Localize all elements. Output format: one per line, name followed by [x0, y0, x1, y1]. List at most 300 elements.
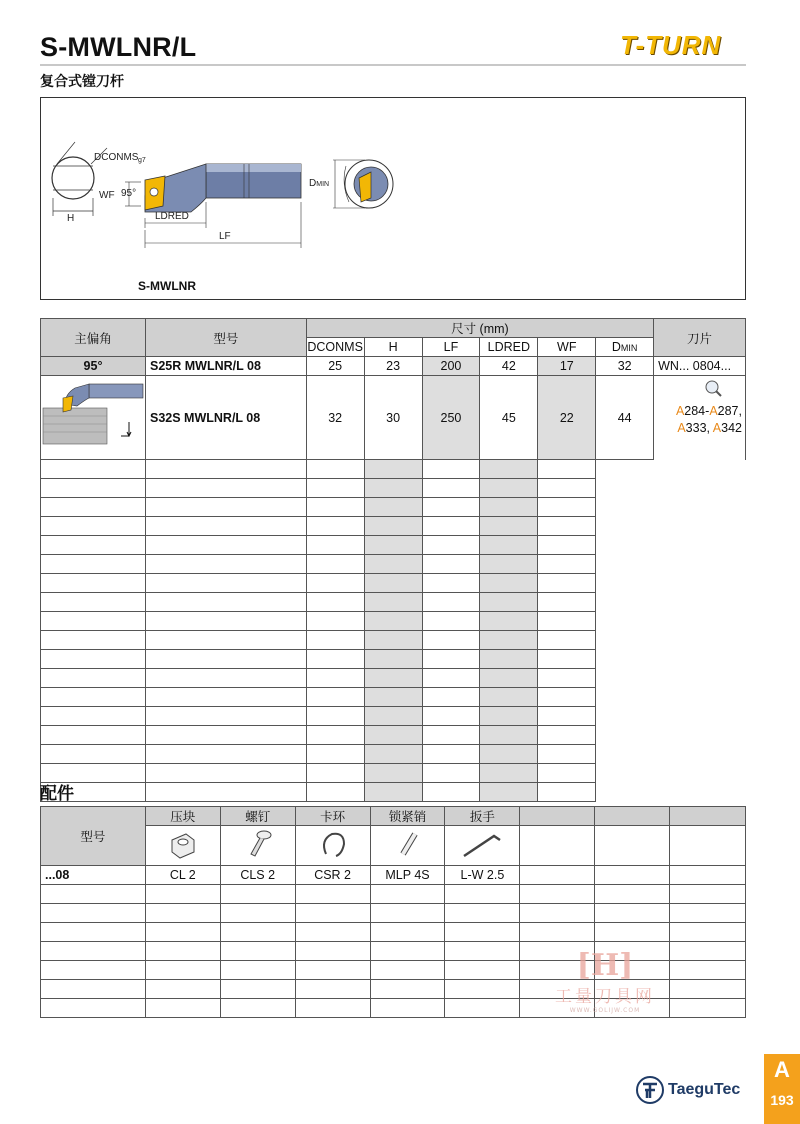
dmin-cell: 32 [596, 357, 654, 376]
empty-cell [480, 460, 538, 479]
dmin-dim-label [309, 178, 329, 189]
empty-cell [220, 885, 295, 904]
empty-table-row [41, 574, 746, 593]
empty-cell [480, 745, 538, 764]
empty-cell [41, 688, 146, 707]
section-letter: A [774, 1057, 790, 1082]
empty-cell [41, 498, 146, 517]
empty-table-row [41, 517, 746, 536]
insert-code: WN... 0804... [654, 357, 746, 376]
empty-cell [145, 885, 220, 904]
empty-cell [295, 942, 370, 961]
empty-cell [670, 885, 746, 904]
empty-cell [480, 536, 538, 555]
acc-model-cell: ...08 [41, 866, 146, 885]
empty-cell [422, 593, 480, 612]
empty-cell [145, 942, 220, 961]
table-row [41, 357, 746, 376]
empty-cell [538, 536, 596, 555]
empty-cell [146, 745, 307, 764]
empty-cell [306, 764, 364, 783]
empty-cell [520, 885, 595, 904]
lock-pin-icon [370, 826, 445, 866]
empty-cell [41, 942, 146, 961]
wf-cell: 17 [538, 357, 596, 376]
company-name: TaeguTec [668, 1081, 741, 1098]
empty-cell [41, 885, 146, 904]
empty-cell [422, 517, 480, 536]
empty-cell [370, 904, 445, 923]
empty-cell [364, 460, 422, 479]
acc-col-empty [670, 807, 746, 826]
empty-cell [480, 555, 538, 574]
empty-cell [480, 593, 538, 612]
empty-cell [445, 980, 520, 999]
empty-cell [220, 923, 295, 942]
page-references [654, 403, 742, 437]
acc-col-empty [520, 807, 595, 826]
model-cell: S32S MWLNR/L 08 [146, 376, 307, 460]
empty-cell [295, 904, 370, 923]
empty-cell [364, 536, 422, 555]
empty-cell [364, 517, 422, 536]
empty-cell [306, 631, 364, 650]
empty-table-row [41, 764, 746, 783]
empty-cell [41, 999, 146, 1018]
boring-bar-drawing [41, 98, 745, 299]
h-cell: 30 [364, 376, 422, 460]
empty-cell [538, 479, 596, 498]
empty-cell [480, 669, 538, 688]
model-cell: S25R MWLNR/L 08 [146, 357, 307, 376]
empty-cell [41, 536, 146, 555]
empty-table-row [41, 688, 746, 707]
ldred-dim-label: LDRED [155, 211, 189, 222]
ref-prefix: A [677, 421, 686, 435]
insert-ref-cell [654, 376, 746, 460]
dconms-cell: 32 [306, 376, 364, 460]
empty-cell [445, 961, 520, 980]
empty-cell [538, 631, 596, 650]
empty-cell [422, 460, 480, 479]
dmin-d: D [309, 178, 317, 189]
empty-cell [364, 688, 422, 707]
ref-page: 284- [684, 404, 710, 418]
empty-cell [422, 688, 480, 707]
empty-cell [422, 707, 480, 726]
h-dim-label: H [67, 213, 75, 224]
empty-cell [146, 536, 307, 555]
empty-cell [306, 612, 364, 631]
empty-cell [445, 885, 520, 904]
empty-cell [480, 707, 538, 726]
acc-wrench-cell: L-W 2.5 [445, 866, 520, 885]
wf-cell: 22 [538, 376, 596, 460]
acc-col-lock-pin: 锁紧销 [370, 807, 445, 826]
empty-cell [670, 923, 746, 942]
empty-cell [422, 726, 480, 745]
acc-clamp-cell: CL 2 [145, 866, 220, 885]
empty-cell [41, 460, 146, 479]
col-wf-header: WF [538, 338, 596, 357]
empty-cell [220, 961, 295, 980]
dmin-sub: MIN [316, 181, 330, 188]
taegutec-logo [636, 1076, 740, 1104]
dmin-header-sub: MIN [620, 343, 638, 353]
empty-cell [146, 783, 307, 802]
empty-table-row [41, 555, 746, 574]
empty-cell [538, 726, 596, 745]
empty-cell [370, 923, 445, 942]
empty-cell [364, 574, 422, 593]
screw-icon [220, 826, 295, 866]
col-ldred-header: LDRED [480, 338, 538, 357]
empty-cell [306, 726, 364, 745]
empty-cell [220, 999, 295, 1018]
empty-cell [520, 904, 595, 923]
empty-cell [520, 923, 595, 942]
empty-cell [41, 612, 146, 631]
watermark [540, 950, 670, 1014]
empty-cell [306, 555, 364, 574]
empty-cell [595, 885, 670, 904]
empty-cell [364, 726, 422, 745]
empty-cell [364, 593, 422, 612]
empty-cell [146, 574, 307, 593]
empty-cell [480, 764, 538, 783]
empty-cell [364, 650, 422, 669]
empty-cell [295, 980, 370, 999]
empty-cell [364, 555, 422, 574]
empty-cell [41, 574, 146, 593]
empty-cell [146, 593, 307, 612]
accessories-title: 配件 [40, 784, 74, 804]
taegutec-emblem-icon [636, 1076, 664, 1104]
empty-cell [538, 612, 596, 631]
empty-cell [146, 460, 307, 479]
magnifier-icon [654, 378, 724, 401]
empty-cell [146, 764, 307, 783]
empty-cell [445, 923, 520, 942]
empty-cell [306, 745, 364, 764]
empty-cell [220, 942, 295, 961]
empty-cell [364, 669, 422, 688]
empty-cell [422, 479, 480, 498]
col-model-header: 型号 [146, 319, 307, 357]
acc-col-clamp: 压块 [145, 807, 220, 826]
page-subtitle: 复合式镗刀杆 [40, 74, 124, 90]
empty-cell [538, 745, 596, 764]
dmin-header-d: D [611, 340, 621, 354]
empty-cell [220, 980, 295, 999]
empty-cell [670, 999, 746, 1018]
empty-cell [364, 783, 422, 802]
empty-cell [41, 745, 146, 764]
acc-ring-cell: CSR 2 [295, 866, 370, 885]
empty-cell [306, 536, 364, 555]
empty-cell [41, 669, 146, 688]
empty-table-row [41, 783, 746, 802]
empty-cell [538, 498, 596, 517]
empty-cell [41, 517, 146, 536]
empty-cell [538, 669, 596, 688]
empty-cell [670, 961, 746, 980]
empty-table-row [41, 631, 746, 650]
empty-cell [145, 923, 220, 942]
empty-cell [670, 980, 746, 999]
tool-drawing-frame [40, 97, 746, 300]
empty-cell [480, 574, 538, 593]
empty-cell [295, 999, 370, 1018]
empty-cell [422, 612, 480, 631]
empty-cell [146, 555, 307, 574]
empty-cell [595, 826, 670, 866]
ref-prefix: A [712, 421, 722, 435]
empty-cell [41, 707, 146, 726]
empty-cell [364, 764, 422, 783]
empty-cell [595, 866, 670, 885]
empty-table-row [41, 650, 746, 669]
empty-cell [538, 593, 596, 612]
empty-cell [480, 479, 538, 498]
watermark-url: WWW.GOLIJW.COM [569, 1007, 641, 1014]
empty-cell [295, 961, 370, 980]
h-cell: 23 [364, 357, 422, 376]
table-row [41, 376, 746, 460]
watermark-text: 工量刀具网 [555, 987, 655, 1007]
empty-cell [538, 555, 596, 574]
empty-cell [146, 669, 307, 688]
empty-cell [41, 980, 146, 999]
empty-cell [306, 574, 364, 593]
empty-cell [370, 885, 445, 904]
empty-cell [306, 650, 364, 669]
empty-cell [445, 904, 520, 923]
acc-model-header: 型号 [41, 807, 146, 866]
section-tab [764, 1054, 800, 1124]
empty-cell [520, 826, 595, 866]
empty-table-row [41, 669, 746, 688]
empty-cell [670, 826, 746, 866]
empty-cell [422, 783, 480, 802]
t-turn-logo: T-TURN [620, 30, 722, 60]
empty-cell [538, 574, 596, 593]
empty-cell [145, 904, 220, 923]
empty-cell [480, 631, 538, 650]
col-dims-header: 尺寸 (mm) [306, 319, 653, 338]
empty-cell [306, 479, 364, 498]
col-h-header: H [364, 338, 422, 357]
empty-cell [41, 479, 146, 498]
empty-cell [538, 460, 596, 479]
empty-cell [480, 783, 538, 802]
ref-prefix: A [709, 404, 718, 418]
empty-cell [41, 923, 146, 942]
clamp-icon [145, 826, 220, 866]
empty-cell [364, 479, 422, 498]
acc-screw-cell: CLS 2 [220, 866, 295, 885]
lf-dim-label: LF [219, 231, 231, 242]
empty-cell [538, 707, 596, 726]
empty-cell [146, 631, 307, 650]
empty-cell [538, 783, 596, 802]
empty-cell [670, 866, 746, 885]
empty-table-row [41, 745, 746, 764]
col-insert-header: 刀片 [654, 319, 746, 357]
empty-cell [370, 980, 445, 999]
empty-table-row [41, 726, 746, 745]
ref-page: 342 [721, 421, 742, 435]
angle-value: 95° [41, 357, 146, 376]
empty-cell [306, 460, 364, 479]
acc-lock-pin-cell: MLP 4S [370, 866, 445, 885]
empty-cell [445, 942, 520, 961]
empty-cell [306, 688, 364, 707]
shank-end-view [52, 142, 146, 224]
empty-cell [595, 904, 670, 923]
empty-cell [306, 498, 364, 517]
empty-cell [146, 707, 307, 726]
empty-table-row [41, 536, 746, 555]
empty-cell [41, 593, 146, 612]
empty-cell [146, 650, 307, 669]
empty-cell [364, 612, 422, 631]
empty-cell [295, 885, 370, 904]
empty-cell [306, 669, 364, 688]
empty-cell [364, 631, 422, 650]
empty-table-row [41, 479, 746, 498]
empty-cell [41, 555, 146, 574]
empty-cell [480, 650, 538, 669]
empty-cell [422, 669, 480, 688]
empty-cell [146, 498, 307, 517]
empty-cell [538, 517, 596, 536]
empty-cell [306, 517, 364, 536]
empty-cell [538, 764, 596, 783]
empty-cell [445, 999, 520, 1018]
acc-col-wrench: 扳手 [445, 807, 520, 826]
ref-page: 333, [685, 421, 713, 435]
empty-cell [422, 555, 480, 574]
empty-cell [480, 726, 538, 745]
lf-cell: 200 [422, 357, 480, 376]
col-angle-header: 主偏角 [41, 319, 146, 357]
dimension-table [40, 318, 746, 802]
dmin-cell: 44 [596, 376, 654, 460]
wf-dim-label: WF [99, 190, 115, 201]
empty-cell [146, 517, 307, 536]
empty-cell [538, 688, 596, 707]
empty-cell [422, 498, 480, 517]
drawing-label: S-MWLNR [138, 279, 196, 293]
dconms-cell: 25 [306, 357, 364, 376]
empty-cell [422, 574, 480, 593]
empty-table-row [41, 904, 746, 923]
empty-cell [422, 745, 480, 764]
empty-cell [41, 961, 146, 980]
empty-table-row [41, 923, 746, 942]
empty-cell [422, 536, 480, 555]
dconms-tolerance-label: g7 [138, 157, 146, 164]
empty-cell [145, 999, 220, 1018]
empty-cell [146, 726, 307, 745]
empty-cell [145, 961, 220, 980]
empty-cell [364, 745, 422, 764]
empty-cell [480, 612, 538, 631]
dconms-dim-label: DCONMS [94, 152, 139, 163]
empty-cell [41, 631, 146, 650]
empty-table-row [41, 460, 746, 479]
empty-cell [146, 479, 307, 498]
empty-cell [295, 923, 370, 942]
empty-cell [41, 650, 146, 669]
col-lf-header: LF [422, 338, 480, 357]
col-dconms-header: DCONMS [306, 338, 364, 357]
shank-side-view [99, 164, 301, 248]
angle-label: 95° [121, 188, 137, 199]
ref-prefix: A [675, 404, 685, 418]
empty-cell [422, 764, 480, 783]
watermark-logo: [H] [576, 948, 634, 983]
empty-cell [370, 942, 445, 961]
empty-cell [41, 904, 146, 923]
empty-cell [480, 688, 538, 707]
empty-cell [145, 980, 220, 999]
empty-cell [306, 593, 364, 612]
empty-rows [41, 460, 746, 802]
acc-col-empty [595, 807, 670, 826]
col-dmin-header [596, 338, 654, 357]
empty-cell [146, 612, 307, 631]
empty-table-row [41, 885, 746, 904]
empty-table-row [41, 593, 746, 612]
empty-cell [370, 961, 445, 980]
empty-cell [306, 707, 364, 726]
ldred-cell: 42 [480, 357, 538, 376]
empty-table-row [41, 707, 746, 726]
ldred-cell: 45 [480, 376, 538, 460]
page-number: 193 [770, 1092, 794, 1108]
empty-cell [306, 783, 364, 802]
empty-table-row [41, 498, 746, 517]
title-divider [40, 64, 746, 66]
table-row [41, 866, 746, 885]
acc-col-ring: 卡环 [295, 807, 370, 826]
lf-cell: 250 [422, 376, 480, 460]
empty-cell [422, 631, 480, 650]
empty-cell [520, 866, 595, 885]
wrench-icon [445, 826, 520, 866]
ring-icon [295, 826, 370, 866]
empty-table-row [41, 612, 746, 631]
empty-cell [41, 726, 146, 745]
operation-diagram-cell [41, 376, 146, 460]
empty-cell [146, 688, 307, 707]
empty-cell [670, 904, 746, 923]
acc-col-screw: 螺钉 [220, 807, 295, 826]
bore-section-view [309, 160, 393, 208]
empty-cell [370, 999, 445, 1018]
empty-cell [422, 650, 480, 669]
empty-cell [220, 904, 295, 923]
page-title: S-MWLNR/L [40, 32, 197, 62]
empty-cell [595, 923, 670, 942]
empty-cell [364, 707, 422, 726]
ref-page: 287, [717, 404, 742, 418]
empty-cell [480, 517, 538, 536]
empty-cell [364, 498, 422, 517]
empty-cell [670, 942, 746, 961]
